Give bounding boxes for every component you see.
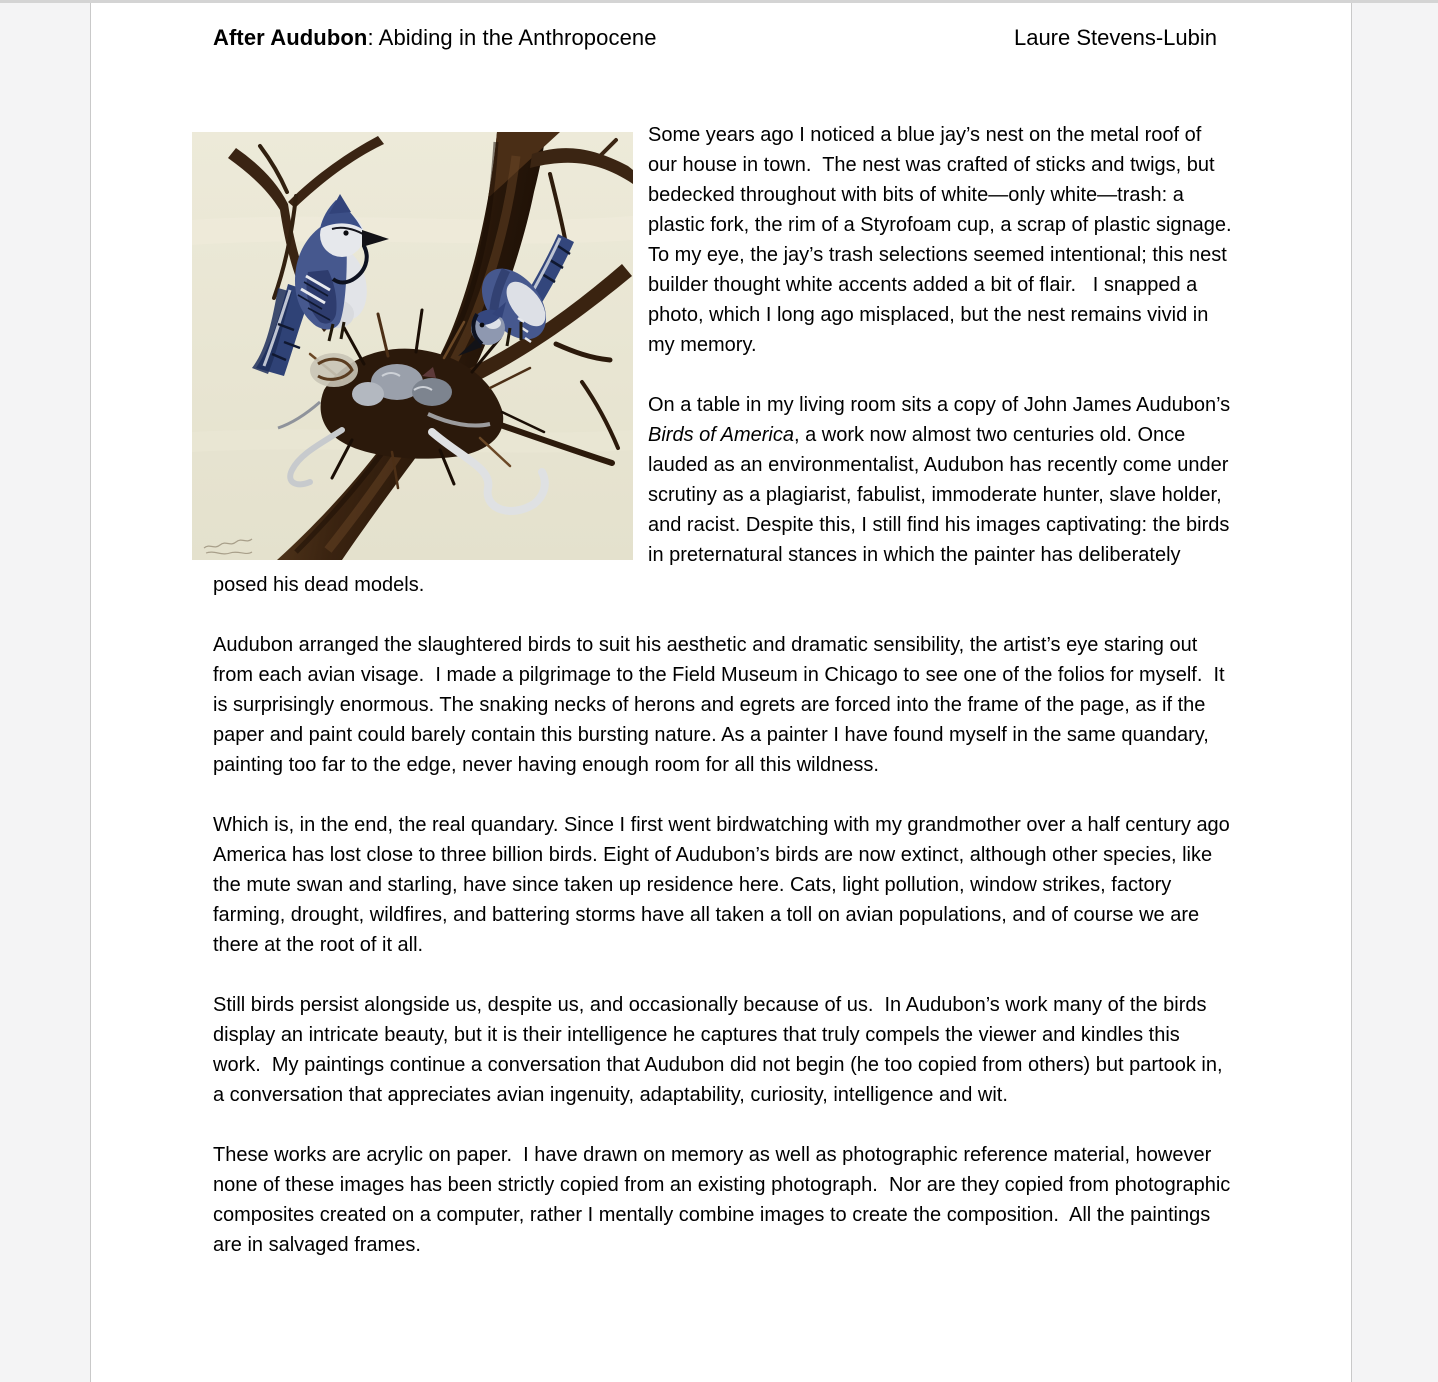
document-page (90, 3, 1352, 1382)
blue-jay-nest-painting (192, 132, 633, 560)
book-title-birds-of-america: Birds of America (648, 424, 794, 446)
paragraph-artist-statement: These works are acrylic on paper. I have drawn on memory as well as photographic reference material, however none of these images has been strictly copied from an existing photograph. Nor are they copied from photographic composites created on a computer, rather I mentally combine images to create the composition. All the paintings are in salvaged frames. (213, 1144, 1236, 1256)
document-header (213, 25, 1233, 51)
title-subtitle: : Abiding in the Anthropocene (367, 25, 657, 50)
author-name: Laure Stevens-Lubin (1013, 25, 1217, 50)
paragraph-segment: On a table in my living room sits a copy of John James Audubon’s (648, 394, 1236, 416)
paragraph-field-museum: Audubon arranged the slaughtered birds to suit his aesthetic and dramatic sensibility, the artist’s eye staring out from each avian visage. I made a pilgrimage to the Field Museum in Chicago to see one of the folios for myself. It is surprisingly enormous. The snaking necks of herons and egrets are forced into the frame of the page, as if the paper and paint could barely contain this bursting nature. As a painter I have found myself in the same quandary, painting too far to the edge, never having enough room for all this wildness. (213, 634, 1231, 776)
blue-jay-painting-illustration (192, 132, 633, 560)
document-body (213, 120, 1243, 1290)
paragraph-blue-jay-nest: Some years ago I noticed a blue jay’s nest on the metal roof of our house in town. The nest was crafted of sticks and twigs, but bedecked throughout with bits of white—only white—trash: a plastic fork, the rim of a Styrofoam cup, a scrap of plastic signage. To my eye, the jay’s trash selections seemed intentional; this nest builder thought white accents added a bit of flair. I snapped a photo, which I long ago misplaced, but the nest remains vivid in my memory. (648, 124, 1243, 356)
page-title (213, 25, 657, 51)
paragraph-bird-decline: Which is, in the end, the real quandary. Since I first went birdwatching with my grandmother over a half century ago America has lost close to three billion birds. Eight of Audubon’s birds are now extinct, although other species, like the mute swan and starling, have since taken up residence here. Cats, light pollution, window strikes, factory farming, drought, wildfires, and battering storms have all taken a toll on avian populations, and of course we are there at the root of it all. (213, 814, 1235, 956)
paragraph-segment: , a work now almost two centuries old. Once lauded as an environmentalist, Audubon has recently come under scrutiny as a plagiarist, fabulist, immoderate hunter, slave holder, and racist. Despite this, I still find his images captivating: the birds in preternatural stances in which the painter has deliberately posed his dead models. (213, 424, 1235, 596)
paragraph-birds-persist: Still birds persist alongside us, despite us, and occasionally because of us. In Audubon’s work many of the birds display an intricate beauty, but it is their intelligence he captures that truly compels the viewer and kindles this work. My paintings continue a conversation that Audubon did not begin (he too copied from others) but partook in, a conversation that appreciates avian ingenuity, adaptability, curiosity, intelligence and wit. (213, 994, 1229, 1106)
title-emphasis: After Audubon (213, 25, 368, 50)
